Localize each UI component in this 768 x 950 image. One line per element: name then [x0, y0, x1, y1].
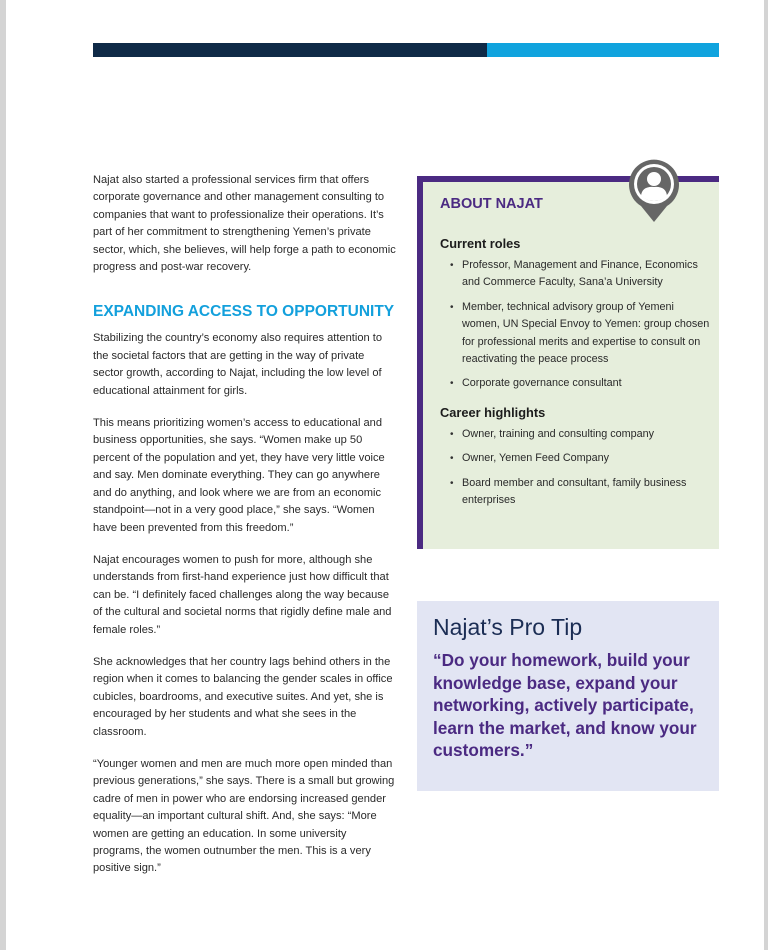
career-highlights-list	[440, 426, 710, 510]
body-paragraph: Stabilizing the country’s economy also requires attention to the societal factors that are getting in the way of private sector growth, according to Najat, including the low level of educational attainment for girls.	[93, 332, 383, 397]
about-body	[440, 236, 710, 521]
list-item: • Owner, training and consulting company	[440, 426, 710, 443]
document-page	[6, 0, 764, 950]
left-column	[93, 172, 396, 893]
pro-tip-box	[417, 601, 719, 791]
header-bar-dark-segment	[93, 43, 487, 57]
about-najat-box	[417, 176, 719, 549]
list-item: • Owner, Yemen Feed Company	[440, 450, 710, 467]
list-item: • Member, technical advisory group of Yemeni women, UN Special Envoy to Yemen: group chosen for professional merits and expertise to consult on reactivating the peace process	[440, 299, 710, 369]
pro-tip-quote: “Do your homework, build your knowledge base, expand your networking, actively participate, learn the market, and know your customers.”	[433, 650, 697, 760]
person-pin-icon	[628, 158, 680, 224]
about-title: ABOUT NAJAT	[440, 196, 543, 212]
body-paragraph: She acknowledges that her country lags behind others in the region when it comes to balancing the gender scales in office cubicles, boardrooms, and executive suites. And yet, she is encouraged by her students and what she sees in the classroom.	[93, 655, 393, 738]
intro-paragraph: Najat also started a professional services firm that offers corporate governance and other management consulting to companies that want to professionalize their operations. It’s part of her commitment to strengthening Yemen’s private sector, which, she believes, will help forge a path to economic progress and post-war recovery.	[93, 174, 396, 274]
header-color-bar	[93, 43, 719, 57]
header-bar-light-segment	[487, 43, 719, 57]
current-roles-list	[440, 257, 710, 393]
list-item: • Corporate governance consultant	[440, 375, 710, 392]
current-roles-heading: Current roles	[440, 236, 521, 251]
career-highlights-heading: Career highlights	[440, 404, 546, 420]
pro-tip-title: Najat’s Pro Tip	[433, 614, 583, 640]
list-item: • Professor, Management and Finance, Economics and Commerce Faculty, Sana’a University	[440, 257, 710, 292]
page-edge	[764, 0, 768, 950]
list-item: • Board member and consultant, family business enterprises	[440, 475, 710, 510]
section-heading: EXPANDING ACCESS TO OPPORTUNITY	[93, 303, 395, 321]
body-paragraph: This means prioritizing women’s access to educational and business opportunities, she says. “Women make up 50 percent of the population and yet, they have very little voice and say. Men dominate everything. They can go anywhere and do anything, and look where we are from an economic standpoint—not in a very good place,” she says. “Women have been prevented from this freedom.”	[93, 417, 385, 534]
body-paragraph: Najat encourages women to push for more, although she understands from first-hand experience just how difficult that can be. “I definitely faced challenges along the way because of the cultural and societal norms that rigidly define male and female roles.”	[93, 553, 392, 636]
body-paragraph: “Younger women and men are much more open minded than previous generations,” she says. There is a small but growing cadre of men in power who are endorsing increased gender equality—an important cultural shift. And, she says: “More women are getting an education. In some university programs, the women outnumber the men. This is a very positive sign.”	[93, 757, 395, 875]
